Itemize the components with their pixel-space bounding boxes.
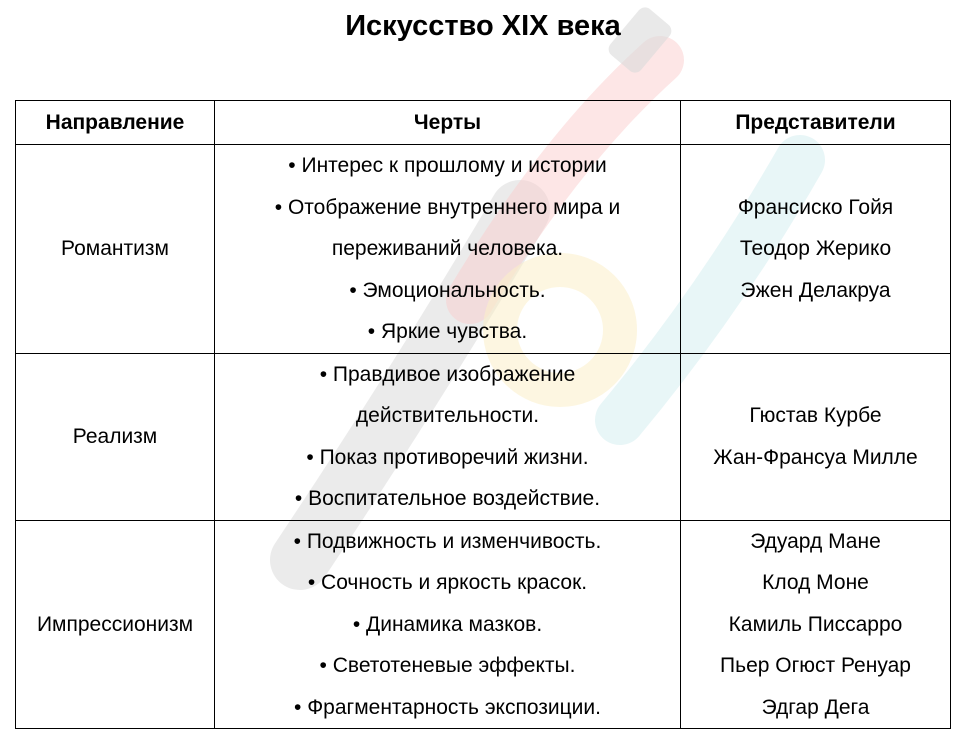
features-cell: [215, 145, 681, 354]
direction-cell: [16, 353, 215, 520]
feature-line: • Подвижность и изменчивость.: [293, 529, 602, 553]
representative-name: Эдуард Мане: [750, 529, 881, 553]
features-cell: [215, 520, 681, 729]
representative-name: Жан-Франсуа Милле: [713, 445, 918, 469]
feature-line: • Сочность и яркость красок.: [307, 571, 588, 594]
direction-cell: [16, 520, 215, 729]
table-row: [16, 520, 951, 729]
feature-line: • Динамика мазков.: [352, 612, 543, 636]
header-features: Черты: [215, 101, 681, 145]
feature-line: действительности.: [355, 404, 540, 427]
representatives-cell: [681, 145, 951, 354]
representatives-cell: [681, 353, 951, 520]
feature-line: • Светотеневые эффекты.: [319, 654, 576, 677]
feature-line: • Воспитательное воздействие.: [294, 487, 601, 510]
representative-name: Пьер Огюст Ренуар: [720, 654, 911, 677]
representative-name: Клод Моне: [762, 571, 869, 594]
header-representatives: Представители: [681, 101, 951, 145]
representative-name: Гюстав Курбе: [749, 404, 882, 427]
representative-name: Эдгар Дега: [761, 695, 870, 719]
feature-line: • Интерес к прошлому и истории: [288, 154, 607, 177]
art-table: [15, 100, 951, 729]
table-row: [16, 145, 951, 354]
features-cell: [215, 353, 681, 520]
feature-line: переживаний человека.: [331, 237, 564, 260]
feature-line: • Правдивое изображение: [319, 362, 576, 386]
representative-name: Франсиско Гойя: [737, 195, 894, 219]
feature-line: • Яркие чувства.: [367, 320, 528, 343]
direction-label: Реализм: [72, 424, 158, 448]
table-header-row: [16, 101, 951, 145]
representative-name: Теодор Жерико: [739, 237, 892, 260]
direction-cell: [16, 145, 215, 354]
header-direction: Направление: [16, 101, 215, 145]
page-title: Искусство XIX века: [345, 10, 621, 42]
representative-name: Камиль Писсарро: [728, 612, 903, 636]
representatives-cell: [681, 520, 951, 729]
representative-name: Эжен Делакруа: [740, 278, 891, 302]
table-row: [16, 353, 951, 520]
feature-line: • Отображение внутреннего мира и: [274, 195, 621, 219]
direction-label: Романтизм: [61, 237, 169, 260]
feature-line: • Эмоциональность.: [349, 278, 546, 302]
feature-line: • Фрагментарность экспозиции.: [294, 695, 601, 719]
feature-line: • Показ противоречий жизни.: [306, 445, 589, 469]
direction-label: Импрессионизм: [36, 612, 194, 636]
